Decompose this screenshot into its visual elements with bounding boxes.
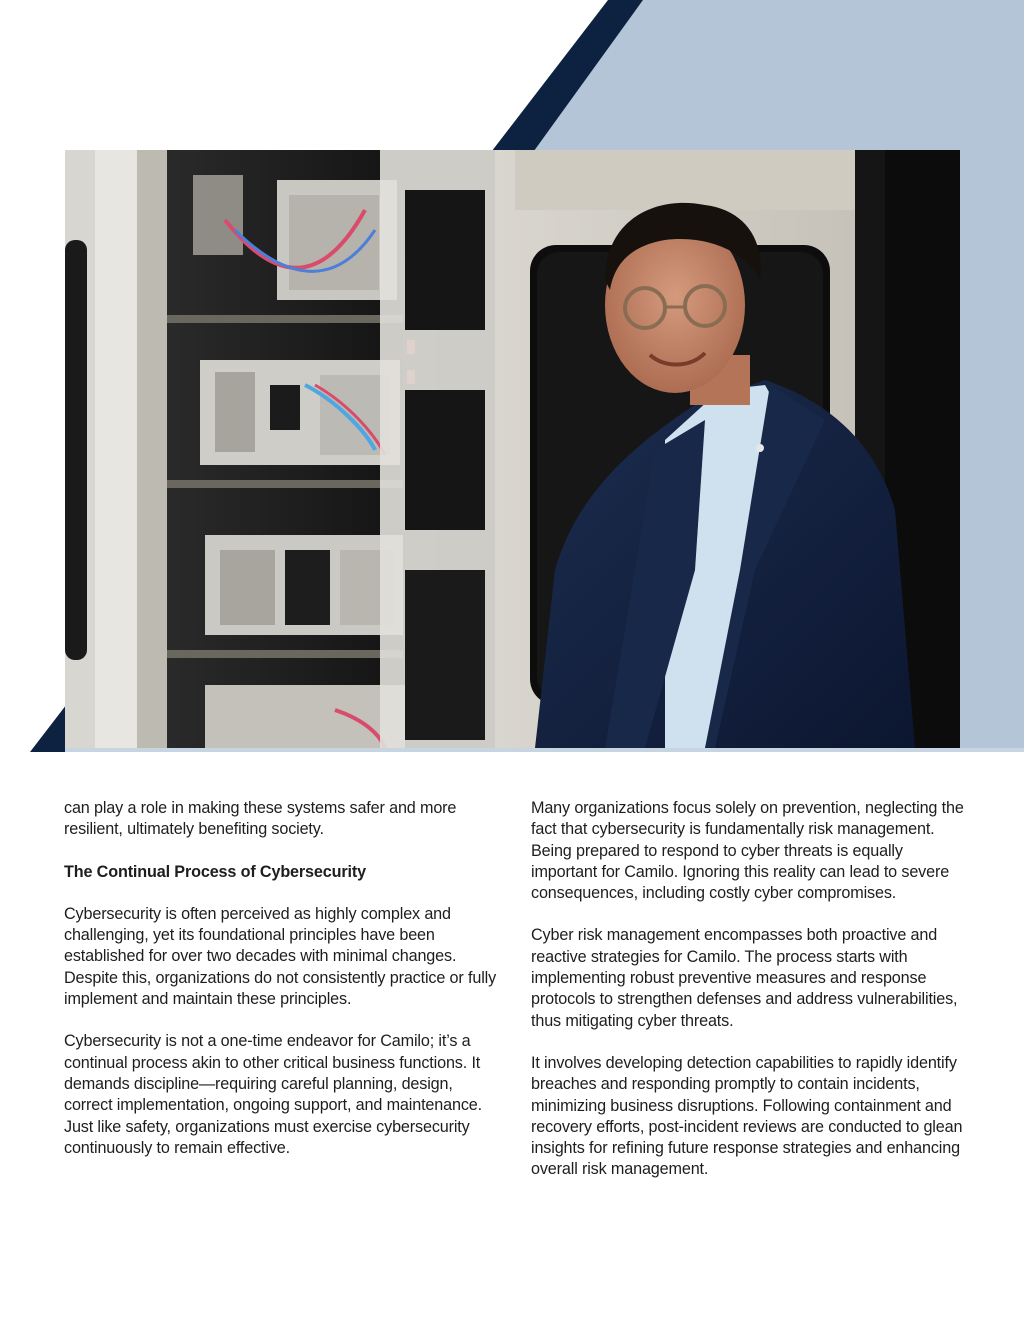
left-column bbox=[64, 798, 500, 1180]
light-blue-rule bbox=[65, 748, 1024, 752]
paragraph: can play a role in making these systems safer and more resilient, ultimately benefiting society. bbox=[64, 799, 457, 839]
paragraph: Cybersecurity is not a one-time endeavor for Camilo; it’s a continual process akin to other critical business functions. It demands discipline—requiring careful planning, design, correct implementation, ongoing support, and maintenance. Just like safety, organizations must exercise cybersecurity continuously to remain effective. bbox=[64, 1032, 482, 1157]
paragraph: Cyber risk management encompasses both proactive and reactive strategies for Camilo. The process starts with implementing robust preventive measures and response protocols to strengthen defenses and address vulnerabilities, thus mitigating cyber threats. bbox=[531, 926, 958, 1030]
paragraph: It involves developing detection capabilities to rapidly identify breaches and responding promptly to contain incidents, minimizing business disruptions. Following containment and recovery efforts, post-incident reviews are conducted to glean insights for refining future response strategies and enhancing overall risk management. bbox=[531, 1053, 963, 1179]
plc-module-row-2 bbox=[200, 360, 400, 465]
section-heading: The Continual Process of Cybersecurity bbox=[64, 862, 366, 881]
plc-module-row-3 bbox=[205, 535, 405, 635]
paragraph: Cybersecurity is often perceived as highly complex and challenging, yet its foundational principles have been established for over two decades with minimal changes. Despite this, organizations do not consistently practice or fully implement and maintain these principles. bbox=[64, 904, 497, 1009]
right-column bbox=[531, 798, 967, 1202]
portrait-photo-icon bbox=[65, 150, 960, 748]
paragraph: Many organizations focus solely on prevention, neglecting the fact that cybersecurity is fundamentally risk management. Being prepared to respond to cyber threats is equally important for Camilo. Ignoring this reality can lead to severe consequences, including costly cyber compromises. bbox=[531, 799, 964, 903]
portrait-photo bbox=[65, 150, 960, 748]
plc-module-row-4 bbox=[205, 685, 405, 748]
